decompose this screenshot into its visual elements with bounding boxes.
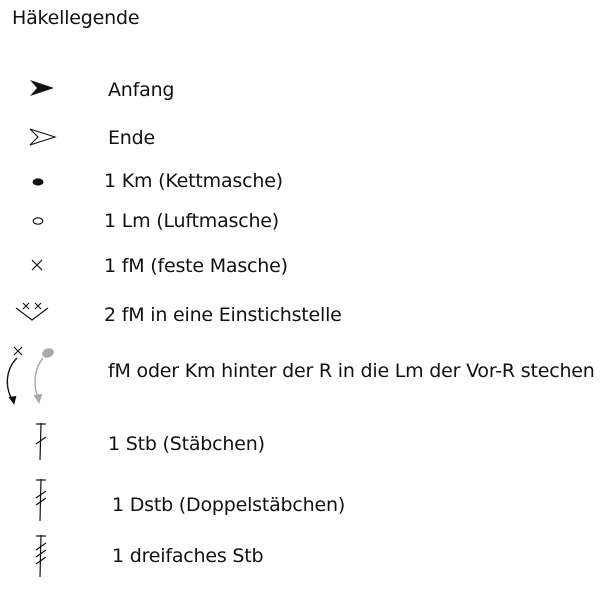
chain-stitch-outline-oval-icon [30, 215, 46, 227]
start-arrow-filled-icon [28, 78, 56, 98]
legend-label-triple-treble-crochet: 1 dreifaches Stb [112, 545, 264, 567]
legend-label-start: Anfang [108, 79, 175, 101]
slip-stitch-filled-oval-icon [30, 176, 46, 188]
triple-treble-crochet-icon [30, 532, 52, 580]
legend-label-end: Ende [108, 127, 155, 149]
legend-label-behind-row: fM oder Km hinter der R in die Lm der Vor-R stechen [108, 360, 595, 382]
end-arrow-outline-icon [28, 127, 58, 147]
legend-title: Häkellegende [12, 7, 140, 29]
two-single-crochet-same-stitch-icon [12, 300, 52, 326]
legend-label-chain-stitch: 1 Lm (Luftmasche) [104, 210, 280, 232]
double-crochet-icon [30, 420, 52, 464]
legend-label-increase: 2 fM in eine Einstichstelle [104, 304, 342, 326]
single-crochet-x-icon [30, 258, 44, 272]
legend-label-double-crochet: 1 Stb (Stäbchen) [108, 433, 265, 455]
legend-label-single-crochet: 1 fM (feste Masche) [104, 255, 288, 277]
legend-label-treble-crochet: 1 Dstb (Doppelstäbchen) [112, 494, 346, 516]
stitch-behind-row-icon [2, 343, 62, 407]
treble-crochet-icon [30, 476, 52, 524]
legend-label-slip-stitch: 1 Km (Kettmasche) [104, 170, 283, 192]
